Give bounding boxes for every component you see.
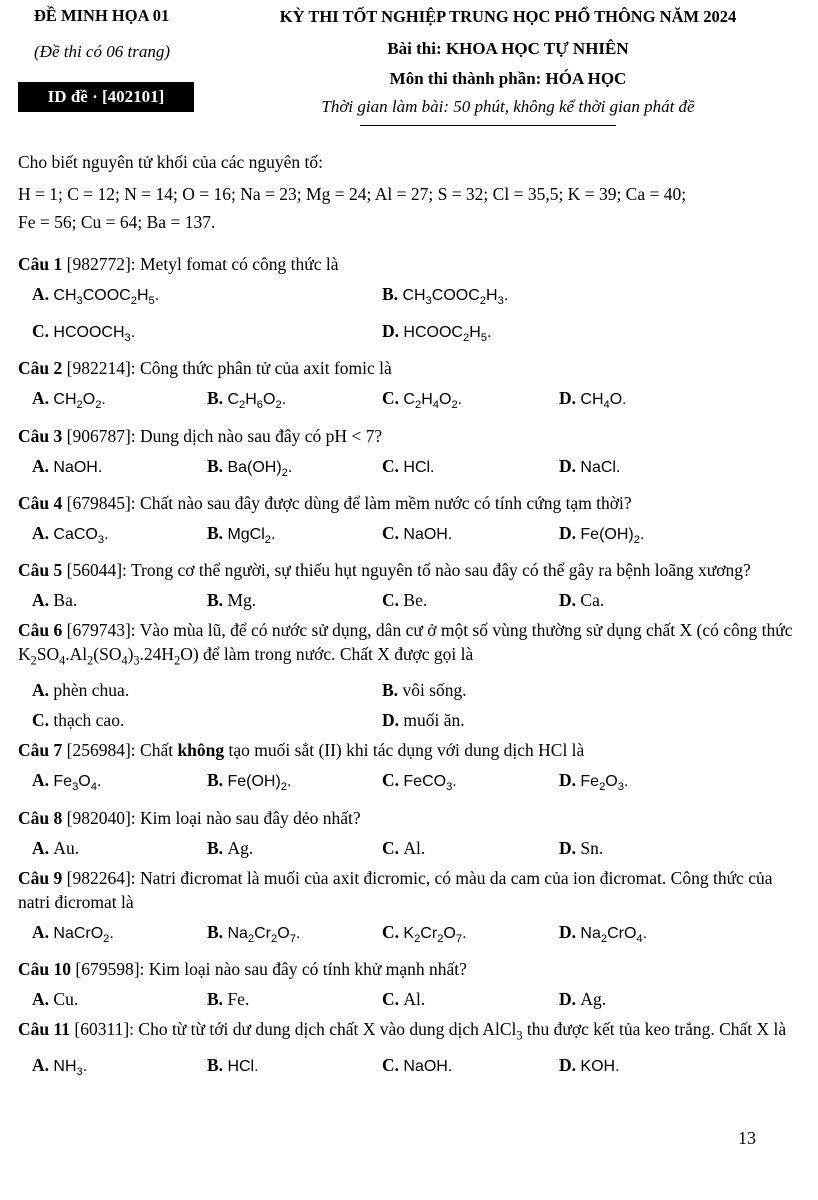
option-text: FeCO$_3$. xyxy=(403,773,457,794)
answer-option-d[interactable] xyxy=(559,521,800,552)
option-letter: A. xyxy=(32,284,54,304)
option-letter: A. xyxy=(32,522,54,543)
option-letter: A. xyxy=(32,455,54,476)
answer-options xyxy=(18,454,800,485)
question-stem xyxy=(18,252,800,276)
option-letter: B. xyxy=(382,284,403,304)
answer-option-b[interactable] xyxy=(382,282,800,313)
answer-option-c[interactable] xyxy=(382,1053,559,1084)
option-text: $Na_2CrO_4$. xyxy=(580,924,648,945)
option-letter: C. xyxy=(382,921,404,942)
option-text: $CH_4O$. xyxy=(580,391,627,412)
answer-option-c[interactable] xyxy=(382,920,559,951)
option-letter: B. xyxy=(207,1055,228,1076)
question-text: [906787]: Dung dịch nào sau đây có pH < 7? xyxy=(62,425,383,446)
question-emphasis: không xyxy=(177,740,225,761)
atomic-masses-line-2: Fe = 56; Cu = 64; Ba = 137. xyxy=(18,212,216,232)
question-text: [982214]: Công thức phân tử của axit fomic là xyxy=(62,358,392,379)
option-letter: B. xyxy=(207,770,228,791)
atomic-masses-line-1: H = 1; C = 12; N = 14; O = 16; Na = 23; Mg = 24; Al = 27; S = 32; Cl = 35,5; K = 39; Ca = 40; xyxy=(18,184,687,204)
answer-option-c[interactable] xyxy=(382,521,559,552)
answer-option-a[interactable] xyxy=(32,836,207,860)
question-number: Câu 6 xyxy=(18,619,63,640)
exam-id-badge: ID đề · [402101] xyxy=(18,82,194,112)
component-subject: Môn thi thành phần: HÓA HỌC xyxy=(389,69,627,88)
pages-note: (Đề thi có 06 trang) xyxy=(34,42,170,61)
answer-option-c[interactable] xyxy=(382,386,559,417)
exam-name: KỲ THI TỐT NGHIỆP TRUNG HỌC PHỔ THÔNG NĂM 2024 xyxy=(279,7,737,26)
option-text: Cu. xyxy=(53,988,79,1009)
answer-option-b[interactable] xyxy=(207,920,382,951)
answer-option-d[interactable] xyxy=(382,708,800,732)
option-text: Sn. xyxy=(580,837,604,858)
option-text: $Ba(OH)_2$. xyxy=(227,458,293,479)
question-number: Câu 8 xyxy=(18,807,63,828)
option-text: thạch cao. xyxy=(53,710,125,731)
answer-option-a[interactable] xyxy=(32,678,382,702)
answer-option-d[interactable] xyxy=(559,920,800,951)
question-text: [982040]: Kim loại nào sau đây dẻo nhất? xyxy=(62,807,361,828)
option-letter: A. xyxy=(32,388,54,409)
question-9 xyxy=(18,866,800,951)
question-number: Câu 9 xyxy=(18,867,63,888)
answer-option-b[interactable] xyxy=(207,386,382,417)
answer-option-d[interactable] xyxy=(559,987,800,1011)
option-text: Ca. xyxy=(580,589,605,610)
answer-option-c[interactable] xyxy=(382,836,559,860)
option-letter: C. xyxy=(382,388,404,409)
option-text: CaCO$_3$. xyxy=(53,525,109,546)
answer-option-c[interactable] xyxy=(32,708,382,732)
option-text: HCl. xyxy=(227,1058,259,1076)
option-text: $NH_3$. xyxy=(53,1058,88,1079)
question-1 xyxy=(18,252,800,350)
option-letter: B. xyxy=(207,988,228,1009)
option-letter: D. xyxy=(382,321,404,342)
answer-option-c[interactable] xyxy=(382,454,559,485)
option-text: KOH. xyxy=(580,1058,620,1076)
question-7 xyxy=(18,738,800,799)
answer-option-a[interactable] xyxy=(32,1053,207,1084)
option-letter: D. xyxy=(559,988,581,1009)
question-10 xyxy=(18,957,800,1011)
answer-options xyxy=(18,920,800,951)
answer-option-b[interactable] xyxy=(207,987,382,1011)
option-text: vôi sống. xyxy=(402,680,467,701)
question-stem xyxy=(18,957,800,981)
answer-option-a[interactable] xyxy=(32,521,207,552)
answer-option-b[interactable] xyxy=(207,836,382,860)
option-letter: A. xyxy=(32,770,54,791)
answer-options xyxy=(18,521,800,552)
option-text: $K_2Cr_2O_7$. xyxy=(403,924,467,945)
answer-option-a[interactable] xyxy=(32,386,207,417)
option-text: HCl. xyxy=(403,458,435,476)
option-letter: A. xyxy=(32,988,54,1009)
option-letter: D. xyxy=(382,710,404,731)
question-3 xyxy=(18,424,800,485)
option-letter: C. xyxy=(382,988,404,1009)
option-text: Ba. xyxy=(53,589,78,610)
option-text: $HCOOC_2H_5$. xyxy=(403,324,492,345)
option-text: phèn chua. xyxy=(53,680,130,701)
answer-option-c[interactable] xyxy=(382,768,559,799)
answer-options xyxy=(18,836,800,860)
option-text: Fe. xyxy=(227,988,250,1009)
question-text: [982772]: Metyl fomat có công thức là xyxy=(62,254,339,274)
option-text: NaCrO$_2$. xyxy=(53,924,114,945)
question-stem xyxy=(18,1017,800,1048)
option-text: Al. xyxy=(403,837,426,858)
option-letter: A. xyxy=(32,589,54,610)
option-text: NaCl. xyxy=(580,458,621,476)
option-letter: D. xyxy=(559,455,581,476)
option-text: $Fe_2O_3$. xyxy=(580,773,629,794)
question-stem xyxy=(18,558,800,582)
option-letter: D. xyxy=(559,1055,581,1076)
question-text: [256984]: Chất xyxy=(62,740,178,761)
option-text: $CH_3COOC_2H_5$. xyxy=(53,287,160,308)
option-text: NaOH. xyxy=(53,458,103,476)
option-text: muối ăn. xyxy=(403,710,465,731)
question-number: Câu 2 xyxy=(18,358,63,379)
answer-option-a[interactable] xyxy=(32,588,207,612)
question-text: [56044]: Trong cơ thể người, sự thiếu hụt nguyên tố nào sau đây có thể gây ra bệnh loãng xương? xyxy=(62,559,751,580)
option-text: $Na_2Cr_2O_7$. xyxy=(227,924,301,945)
option-letter: A. xyxy=(32,921,54,942)
question-number: Câu 1 xyxy=(18,254,63,274)
answer-options xyxy=(18,768,800,799)
option-letter: B. xyxy=(207,388,228,409)
answer-option-d[interactable] xyxy=(559,836,800,860)
option-letter: D. xyxy=(559,589,581,610)
option-text: $HCOOCH_3$. xyxy=(53,324,136,345)
answer-option-a[interactable] xyxy=(32,920,207,951)
option-letter: D. xyxy=(559,921,581,942)
option-text: Au. xyxy=(53,837,80,858)
question-8 xyxy=(18,806,800,860)
question-number: Câu 7 xyxy=(18,740,63,761)
option-letter: C. xyxy=(382,770,404,791)
question-2 xyxy=(18,356,800,417)
answer-option-a[interactable] xyxy=(32,987,207,1011)
option-letter: C. xyxy=(382,837,404,858)
question-number: Câu 4 xyxy=(18,492,63,513)
option-text: $CH_2O_2$. xyxy=(53,391,106,412)
option-text: Be. xyxy=(403,589,428,610)
question-stem xyxy=(18,618,800,673)
option-letter: C. xyxy=(32,321,54,342)
answer-option-d[interactable] xyxy=(559,768,800,799)
question-stem xyxy=(18,738,800,762)
option-letter: C. xyxy=(382,522,404,543)
option-letter: B. xyxy=(207,837,228,858)
question-number: Câu 11 xyxy=(18,1018,71,1039)
answer-option-d[interactable] xyxy=(382,319,800,350)
answer-option-c[interactable] xyxy=(32,319,382,350)
answer-option-b[interactable] xyxy=(207,454,382,485)
option-text: $Fe_3O_4$. xyxy=(53,773,102,794)
option-text: $C_2H_6O_2$. xyxy=(227,391,287,412)
intro-line-1: Cho biết nguyên tử khối của các nguyên tố: xyxy=(18,152,323,172)
answer-option-a[interactable] xyxy=(32,282,382,313)
answer-option-a[interactable] xyxy=(32,454,207,485)
option-letter: B. xyxy=(207,455,228,476)
option-letter: C. xyxy=(32,710,54,731)
option-text: $CH_3COOC_2H_3$. xyxy=(402,287,509,308)
answer-option-d[interactable] xyxy=(559,588,800,612)
question-list xyxy=(18,252,800,1085)
answer-option-b[interactable] xyxy=(207,1053,382,1084)
option-letter: A. xyxy=(32,680,54,701)
option-letter: C. xyxy=(382,1055,404,1076)
question-text: [982264]: Natri đicromat là muối của axit đicromic, có màu da cam của ion đicromat. Công thức của natri đicromat là xyxy=(18,867,773,912)
option-letter: D. xyxy=(559,770,581,791)
question-text: [679845]: Chất nào sau đây được dùng để làm mềm nước có tính cứng tạm thời? xyxy=(62,492,632,513)
option-text: NaOH. xyxy=(403,525,453,543)
answer-options xyxy=(18,282,800,350)
answer-options xyxy=(18,987,800,1011)
option-text: Ag. xyxy=(580,988,607,1009)
answer-options xyxy=(18,386,800,417)
option-text: Al. xyxy=(403,988,426,1009)
question-text: tạo muối sắt (II) khi tác dụng với dung dịch HCl là xyxy=(224,740,585,761)
option-text: MgCl$_2$. xyxy=(227,525,276,546)
question-number: Câu 3 xyxy=(18,425,63,446)
question-stem xyxy=(18,424,800,448)
answer-options xyxy=(18,678,800,732)
option-letter: D. xyxy=(559,522,581,543)
answer-option-d[interactable] xyxy=(559,1053,800,1084)
option-text: Ag. xyxy=(227,837,254,858)
option-letter: C. xyxy=(382,455,404,476)
answer-option-b[interactable] xyxy=(382,678,800,702)
option-letter: B. xyxy=(207,522,228,543)
header-underline xyxy=(360,125,616,126)
exam-label: ĐỀ MINH HỌA 01 xyxy=(34,6,170,25)
question-number: Câu 10 xyxy=(18,958,71,979)
answer-option-c[interactable] xyxy=(382,987,559,1011)
question-text: [60311]: Cho từ từ tới dư dung dịch chất X vào dung dịch AlCl$_3$ thu được kết tủa keo trắng. Chất X là xyxy=(70,1018,787,1043)
exam-header xyxy=(208,6,808,118)
question-text: [679598]: Kim loại nào sau đây có tính khử mạnh nhất? xyxy=(71,958,467,979)
option-letter: C. xyxy=(382,589,404,610)
option-text: $Fe(OH)_2$. xyxy=(227,773,292,794)
page-number: 13 xyxy=(738,1128,756,1148)
answer-option-d[interactable] xyxy=(559,454,800,485)
question-11 xyxy=(18,1017,800,1085)
option-text: Mg. xyxy=(227,589,257,610)
question-stem xyxy=(18,356,800,380)
question-number: Câu 5 xyxy=(18,559,63,580)
answer-option-a[interactable] xyxy=(32,768,207,799)
option-letter: B. xyxy=(207,921,228,942)
question-stem xyxy=(18,806,800,830)
answer-option-d[interactable] xyxy=(559,386,800,417)
answer-options xyxy=(18,588,800,612)
question-text: [679743]: Vào mùa lũ, để có nước sử dụng, dân cư ở một số vùng thường sử dụng chất X (có công thức $K_2SO_4.Al_2(SO_4)_3.24H_2O$) để làm trong nước. Chất X được gọi là xyxy=(18,619,793,668)
question-4 xyxy=(18,491,800,552)
option-letter: D. xyxy=(559,388,581,409)
question-stem xyxy=(18,866,800,914)
answer-option-b[interactable] xyxy=(207,588,382,612)
option-letter: A. xyxy=(32,837,54,858)
question-6 xyxy=(18,618,800,733)
exam-time: Thời gian làm bài: 50 phút, không kể thời gian phát đề xyxy=(321,97,695,116)
option-text: $C_2H_4O_2$. xyxy=(403,391,463,412)
subject: Bài thi: KHOA HỌC TỰ NHIÊN xyxy=(387,39,629,58)
option-letter: A. xyxy=(32,1055,54,1076)
answer-option-b[interactable] xyxy=(207,768,382,799)
answer-option-b[interactable] xyxy=(207,521,382,552)
answer-option-c[interactable] xyxy=(382,588,559,612)
option-letter: B. xyxy=(207,589,228,610)
exam-content xyxy=(18,150,800,1091)
option-text: $Fe(OH)_2$. xyxy=(580,525,645,546)
answer-options xyxy=(18,1053,800,1084)
question-5 xyxy=(18,558,800,612)
option-letter: B. xyxy=(382,680,403,701)
option-letter: D. xyxy=(559,837,581,858)
question-stem xyxy=(18,491,800,515)
option-text: NaOH. xyxy=(403,1058,453,1076)
